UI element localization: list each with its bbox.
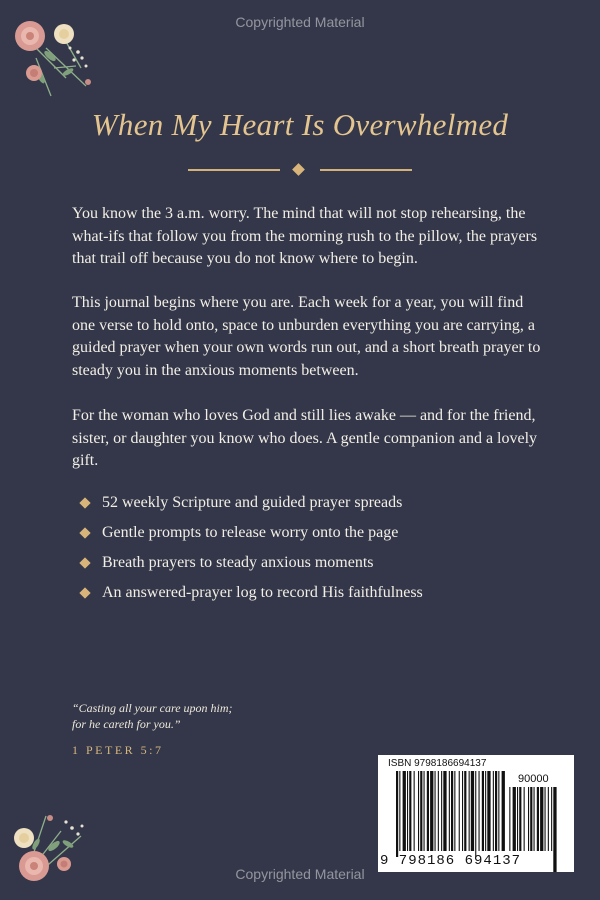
feature-item <box>78 492 558 522</box>
ornament-line-left <box>188 169 280 171</box>
barcode-bar <box>540 787 543 851</box>
barcode-bar <box>524 787 525 851</box>
description-paragraph-1: You know the 3 a.m. worry. The mind that will not stop rehearsing, the what-ifs that follow you from the morning rush to the pillow, the prayers that trail off because you do not know where to begin. <box>72 205 538 267</box>
barcode-bar <box>403 771 406 851</box>
barcode-bar <box>424 771 425 851</box>
barcode-bar <box>537 787 539 851</box>
barcode-bar <box>482 771 484 851</box>
barcode-bar <box>475 771 476 857</box>
copyright-watermark-bottom: Copyrighted Material <box>235 866 365 882</box>
barcode-bar <box>441 771 442 851</box>
diamond-bullet-icon <box>79 527 90 538</box>
barcode-bar <box>534 787 535 851</box>
barcode-bar <box>464 771 466 851</box>
feature-text: Breath prayers to steady anxious moments <box>102 554 374 571</box>
barcode-bar <box>530 787 532 851</box>
diamond-bullet-icon <box>79 557 90 568</box>
barcode-bar <box>548 787 549 851</box>
description-paragraph-3: For the woman who loves God and still lies awake — and for the friend, sister, or daughter you know who does. A gentle companion and a lovely gift. <box>72 407 538 469</box>
barcode-bar <box>519 787 521 851</box>
floral-corner-top-icon <box>6 8 101 103</box>
barcode-bar <box>528 787 529 851</box>
barcode-bar <box>485 771 486 851</box>
barcode-bar <box>438 771 439 851</box>
feature-text: An answered-prayer log to record His faithfulness <box>102 584 423 601</box>
feature-item <box>78 582 558 612</box>
feature-text: 52 weekly Scripture and guided prayer spreads <box>102 494 403 511</box>
barcode-bar <box>427 771 429 851</box>
feature-text: Gentle prompts to release worry onto the page <box>102 524 399 541</box>
diamond-bullet-icon <box>79 587 90 598</box>
barcode-bar <box>469 771 470 851</box>
barcode-bar <box>454 771 455 851</box>
barcode-bar <box>451 771 453 851</box>
isbn-label: ISBN 9798186694137 <box>388 758 487 769</box>
isbn-barcode <box>378 755 574 872</box>
barcode-bar <box>396 771 398 857</box>
barcode-bar <box>409 771 411 851</box>
price-code: 90000 <box>518 773 549 785</box>
quote-line-2: for he careth for you.” <box>72 717 181 731</box>
book-title: When My Heart Is Overwhelmed <box>91 107 509 142</box>
diamond-bullet-icon <box>79 497 90 508</box>
feature-list <box>78 492 558 612</box>
barcode-bar <box>493 771 494 851</box>
barcode-bar <box>462 771 463 851</box>
quote-line-1: “Casting all your care upon him; <box>72 701 233 715</box>
description-paragraph-2: This journal begins where you are. Each week for a year, you will find one verse to hold onto, space to unburden everything you are carrying, a guided prayer when your own words run out, and a short breath prayer to steady you in the anxious moments between. <box>72 294 541 379</box>
barcode-bar <box>449 771 450 851</box>
barcode-bar <box>502 771 505 851</box>
barcode-bar <box>414 771 415 851</box>
barcode-bar <box>459 771 460 851</box>
barcode-bar <box>513 787 516 851</box>
barcode-bar <box>418 771 419 851</box>
diamond-ornament-icon <box>292 163 305 176</box>
barcode-bar <box>430 771 433 851</box>
barcode-bar <box>553 787 556 872</box>
barcode-bar <box>487 771 490 851</box>
floral-corner-bottom-icon <box>6 806 101 896</box>
barcode-bar <box>420 771 422 851</box>
barcode-bar <box>443 771 446 851</box>
barcode-bar <box>509 787 510 851</box>
barcode-bar <box>498 771 499 851</box>
barcode-bar <box>495 771 497 851</box>
barcode-bar <box>435 771 436 851</box>
barcode-bar <box>551 787 552 851</box>
title-ornament <box>188 162 412 178</box>
barcode-bar <box>517 787 518 851</box>
feature-item <box>78 552 558 582</box>
barcode-bar <box>479 771 480 851</box>
barcode-bar <box>471 771 474 851</box>
ornament-line-right <box>320 169 412 171</box>
barcode-bar <box>407 771 408 851</box>
copyright-watermark-top: Copyrighted Material <box>235 14 365 30</box>
barcode-bar <box>545 787 546 851</box>
scripture-citation: 1 PETER 5:7 <box>72 743 164 757</box>
barcode-digits: 9 798186 694137 <box>380 853 522 869</box>
feature-item <box>78 522 558 552</box>
scripture-quote <box>72 700 233 732</box>
barcode-bar <box>399 771 400 851</box>
